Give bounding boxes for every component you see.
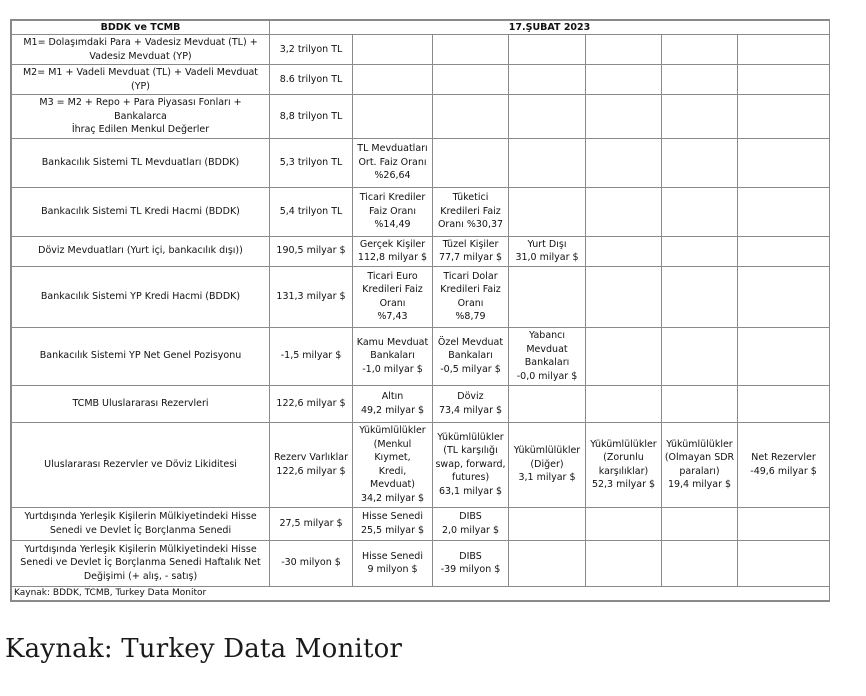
detail-cell <box>738 540 830 586</box>
detail-cell <box>509 540 586 586</box>
detail-cell: DIBS 2,0 milyar $ <box>433 507 509 540</box>
detail-cell <box>738 187 830 236</box>
detail-cell <box>509 65 586 95</box>
detail-cell <box>586 65 662 95</box>
detail-cell <box>738 266 830 327</box>
row-label-cell: M3 = M2 + Repo + Para Piyasası Fonları + Bankalarca İhraç Edilen Menkul Değerler <box>12 95 270 139</box>
detail-cell <box>586 266 662 327</box>
detail-cell: Ticari Euro Kredileri Faiz Oranı %7,43 <box>353 266 433 327</box>
row-label-cell: M1= Dolaşımdaki Para + Vadesiz Mevduat (TL) + Vadesiz Mevduat (YP) <box>12 35 270 65</box>
detail-cell <box>353 65 433 95</box>
table-row <box>12 138 830 187</box>
table-source-note: Kaynak: BDDK, TCMB, Turkey Data Monitor <box>12 586 830 600</box>
detail-cell: Tüzel Kişiler 77,7 milyar $ <box>433 236 509 266</box>
table-row <box>12 187 830 236</box>
row-value-cell: 122,6 milyar $ <box>270 385 353 422</box>
detail-cell <box>662 65 738 95</box>
row-label-cell: TCMB Uluslararası Rezervleri <box>12 385 270 422</box>
detail-cell <box>509 35 586 65</box>
detail-cell: Yükümlülükler (Diğer) 3,1 milyar $ <box>509 422 586 507</box>
table-row <box>12 266 830 327</box>
row-value-cell: 27,5 milyar $ <box>270 507 353 540</box>
detail-cell <box>662 236 738 266</box>
row-value-cell: 5,4 trilyon TL <box>270 187 353 236</box>
detail-cell <box>662 35 738 65</box>
detail-cell: Yükümlülükler (TL karşılığı swap, forward, futures) 63,1 milyar $ <box>433 422 509 507</box>
detail-cell: Hisse Senedi 9 milyon $ <box>353 540 433 586</box>
header-left: BDDK ve TCMB <box>12 21 270 35</box>
detail-cell <box>586 507 662 540</box>
detail-cell: Net Rezervler -49,6 milyar $ <box>738 422 830 507</box>
table-row <box>12 236 830 266</box>
detail-cell <box>738 385 830 422</box>
row-label-cell: Bankacılık Sistemi TL Mevduatları (BDDK) <box>12 138 270 187</box>
detail-cell: Yurt Dışı 31,0 milyar $ <box>509 236 586 266</box>
detail-cell <box>738 95 830 139</box>
detail-cell: Altın 49,2 milyar $ <box>353 385 433 422</box>
detail-cell: Tüketici Kredileri Faiz Oranı %30,37 <box>433 187 509 236</box>
detail-cell: Yükümlülükler (Zorunlu karşılıklar) 52,3 milyar $ <box>586 422 662 507</box>
detail-cell: Özel Mevduat Bankaları -0,5 milyar $ <box>433 327 509 385</box>
table-row <box>12 95 830 139</box>
detail-cell <box>662 327 738 385</box>
row-value-cell: 8.6 trilyon TL <box>270 65 353 95</box>
detail-cell: Döviz 73,4 milyar $ <box>433 385 509 422</box>
detail-cell: Yabancı Mevduat Bankaları -0,0 milyar $ <box>509 327 586 385</box>
source-row <box>12 586 830 600</box>
detail-cell: Hisse Senedi 25,5 milyar $ <box>353 507 433 540</box>
detail-cell <box>586 385 662 422</box>
detail-cell <box>738 65 830 95</box>
detail-cell <box>738 327 830 385</box>
header-date: 17.ŞUBAT 2023 <box>270 21 830 35</box>
detail-cell <box>509 138 586 187</box>
detail-cell <box>586 187 662 236</box>
detail-cell <box>586 95 662 139</box>
table-row <box>12 65 830 95</box>
detail-cell <box>433 65 509 95</box>
detail-cell <box>662 540 738 586</box>
detail-cell <box>738 236 830 266</box>
detail-cell <box>662 187 738 236</box>
detail-cell <box>353 95 433 139</box>
table-row <box>12 385 830 422</box>
table-row <box>12 327 830 385</box>
row-label-cell: Bankacılık Sistemi YP Net Genel Pozisyonu <box>12 327 270 385</box>
detail-cell: Ticari Dolar Kredileri Faiz Oranı %8,79 <box>433 266 509 327</box>
detail-cell: Yükümlülükler (Menkul Kıymet, Kredi, Mevduat) 34,2 milyar $ <box>353 422 433 507</box>
detail-cell <box>433 138 509 187</box>
detail-cell <box>509 266 586 327</box>
detail-cell <box>509 385 586 422</box>
detail-cell: Kamu Mevduat Bankaları -1,0 milyar $ <box>353 327 433 385</box>
page-caption: Kaynak: Turkey Data Monitor <box>5 634 403 664</box>
row-value-cell: -30 milyon $ <box>270 540 353 586</box>
row-value-cell: Rezerv Varlıklar 122,6 milyar $ <box>270 422 353 507</box>
detail-cell: TL Mevduatları Ort. Faiz Oranı %26,64 <box>353 138 433 187</box>
row-value-cell: 5,3 trilyon TL <box>270 138 353 187</box>
detail-cell <box>662 385 738 422</box>
row-value-cell: 3,2 trilyon TL <box>270 35 353 65</box>
table-row <box>12 35 830 65</box>
detail-cell <box>662 266 738 327</box>
row-label-cell: Bankacılık Sistemi YP Kredi Hacmi (BDDK) <box>12 266 270 327</box>
detail-cell <box>586 540 662 586</box>
detail-cell <box>586 236 662 266</box>
detail-cell: Gerçek Kişiler 112,8 milyar $ <box>353 236 433 266</box>
detail-cell: Yükümlülükler (Olmayan SDR paraları) 19,4 milyar $ <box>662 422 738 507</box>
detail-cell <box>509 507 586 540</box>
header-row <box>12 21 830 35</box>
row-label-cell: M2= M1 + Vadeli Mevduat (TL) + Vadeli Mevduat (YP) <box>12 65 270 95</box>
row-value-cell: 8,8 trilyon TL <box>270 95 353 139</box>
row-value-cell: 190,5 milyar $ <box>270 236 353 266</box>
detail-cell: Ticari Krediler Faiz Oranı %14,49 <box>353 187 433 236</box>
row-label-cell: Uluslararası Rezervler ve Döviz Likiditesi <box>12 422 270 507</box>
row-label-cell: Yurtdışında Yerleşik Kişilerin Mülkiyetindeki Hisse Senedi ve Devlet İç Borçlanma Senedi Haftalık Net Değişimi (+ alış, - satış) <box>12 540 270 586</box>
detail-cell <box>586 35 662 65</box>
detail-cell <box>662 507 738 540</box>
detail-cell <box>662 95 738 139</box>
row-label-cell: Yurtdışında Yerleşik Kişilerin Mülkiyetindeki Hisse Senedi ve Devlet İç Borçlanma Senedi <box>12 507 270 540</box>
data-table-container <box>10 19 830 602</box>
row-value-cell: -1,5 milyar $ <box>270 327 353 385</box>
detail-cell <box>738 138 830 187</box>
detail-cell: DIBS -39 milyon $ <box>433 540 509 586</box>
row-value-cell: 131,3 milyar $ <box>270 266 353 327</box>
row-label-cell: Döviz Mevduatları (Yurt içi, bankacılık dışı)) <box>12 236 270 266</box>
table-row <box>12 507 830 540</box>
detail-cell <box>509 187 586 236</box>
detail-cell <box>738 507 830 540</box>
detail-cell <box>586 138 662 187</box>
detail-cell <box>433 95 509 139</box>
table-row <box>12 422 830 507</box>
detail-cell <box>509 95 586 139</box>
data-table <box>11 20 830 601</box>
detail-cell <box>662 138 738 187</box>
table-row <box>12 540 830 586</box>
detail-cell <box>586 327 662 385</box>
detail-cell <box>353 35 433 65</box>
detail-cell <box>738 35 830 65</box>
row-label-cell: Bankacılık Sistemi TL Kredi Hacmi (BDDK) <box>12 187 270 236</box>
detail-cell <box>433 35 509 65</box>
